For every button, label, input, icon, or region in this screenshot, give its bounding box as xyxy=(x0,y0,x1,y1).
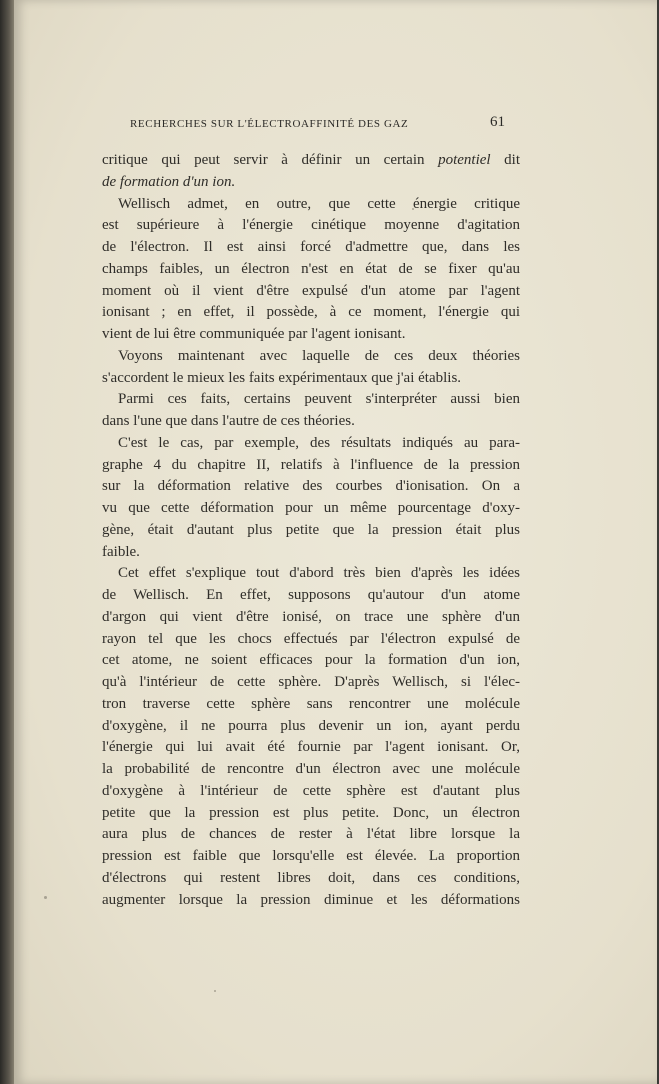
text-line: Wellisch admet, en outre, que cette énergie critique xyxy=(118,195,520,212)
text-line: augmenter lorsque la pression diminue et les déformations xyxy=(102,891,520,908)
text-line: tron traverse cette sphère sans rencontrer une molécule xyxy=(102,695,520,712)
running-title: RECHERCHES SUR L'ÉLECTROAFFINITÉ DES GAZ xyxy=(130,118,409,130)
text-line: sur la déformation relative des courbes d'ionisation. On a xyxy=(102,478,520,495)
text-line: rayon tel que les chocs effectués par l'électron expulsé de xyxy=(102,630,520,647)
text-line: petite que la pression est plus petite. Donc, un électron xyxy=(102,804,520,821)
text-line: est supérieure à l'énergie cinétique moyenne d'agitation xyxy=(102,217,520,234)
text-line: s'accordent le mieux les faits expérimentaux que j'ai établis. xyxy=(102,369,462,386)
text-line: dans l'une que dans l'autre de ces théories. xyxy=(102,413,355,429)
text-line: cet atome, ne soient efficaces pour la formation d'un ion, xyxy=(102,652,520,669)
text-line: graphe 4 du chapitre II, relatifs à l'influence de la pression xyxy=(102,456,520,473)
text-line: qu'à l'intérieur de cette sphère. D'après Wellisch, si l'élec- xyxy=(102,674,520,690)
body-text xyxy=(102,150,520,911)
text-line: Cet effet s'explique tout d'abord très bien d'après les idées xyxy=(118,565,520,582)
text-line: l'énergie qui lui avait été fournie par l'agent ionisant. Or, xyxy=(102,739,520,756)
text-line: vu que cette déformation pour un même pourcentage d'oxy- xyxy=(102,500,520,516)
text-line: C'est le cas, par exemple, des résultats indiqués au para- xyxy=(118,434,520,451)
text-line: de l'électron. Il est ainsi forcé d'admettre que, dans les xyxy=(102,239,520,255)
text-line: aura plus de chances de rester à l'état libre lorsque la xyxy=(102,826,520,843)
text-line: ionisant ; en effet, il possède, à ce moment, l'énergie qui xyxy=(102,304,520,321)
text-line: pression est faible que lorsqu'elle est élevée. La proportion xyxy=(102,848,520,864)
text-line: champs faibles, un électron n'est en état de se fixer qu'au xyxy=(102,260,520,277)
text-line: Parmi ces faits, certains peuvent s'interpréter aussi bien xyxy=(118,391,520,408)
paper-speck xyxy=(214,990,216,992)
text-line: Voyons maintenant avec laquelle de ces deux théories xyxy=(118,347,520,364)
text-line: d'oxygène, il ne pourra plus devenir un ion, ayant perdu xyxy=(102,717,520,734)
paper-speck xyxy=(44,896,47,899)
text-line: gène, était d'autant plus petite que la pression était plus xyxy=(102,521,520,538)
text-line: d'électrons qui restent libres doit, dans ces conditions, xyxy=(102,869,520,886)
text-line: d'argon qui vient d'être ionisé, on trace une sphère d'un xyxy=(102,608,520,625)
page-number: 61 xyxy=(490,114,505,130)
text-line: moment où il vient d'être expulsé d'un atome par l'agent xyxy=(102,282,520,299)
text-line: critique qui peut servir à définir un certain potentiel dit xyxy=(102,152,520,168)
text-line: vient de lui être communiquée par l'agent ionisant. xyxy=(102,326,406,342)
text-line: de formation d'un ion. xyxy=(102,173,236,190)
text-line: de Wellisch. En effet, supposons qu'autour d'un atome xyxy=(102,587,520,603)
text-line: la probabilité de rencontre d'un électron avec une molécule xyxy=(102,761,520,777)
text-line: faible. xyxy=(102,543,140,560)
text-line: d'oxygène à l'intérieur de cette sphère est d'autant plus xyxy=(102,782,520,799)
